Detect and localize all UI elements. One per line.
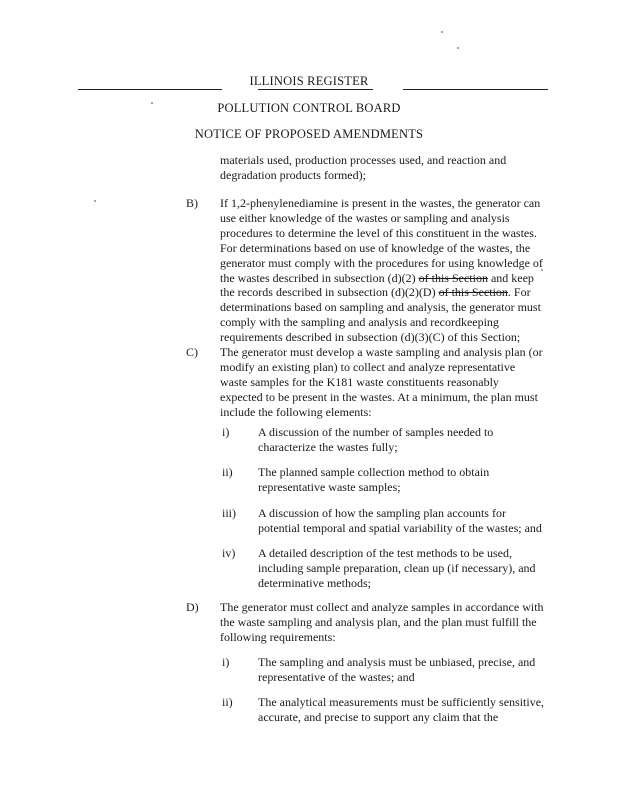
subitem-label: ii) <box>222 695 233 709</box>
register-title: ILLINOIS REGISTER <box>249 74 369 88</box>
item-b-label: B) <box>186 196 198 210</box>
scan-speck <box>457 47 459 49</box>
subitem-text: The analytical measurements must be sufficiently sensitive, accurate, and precise to support any claim that the <box>258 695 545 724</box>
item-d-text: The generator must collect and analyze samples in accordance with the waste sampling and analysis plan, and the plan must fulfill the following requirements: <box>220 600 544 644</box>
subitem-label: i) <box>222 655 230 669</box>
item-d-label: D) <box>186 600 199 614</box>
subitem-label: ii) <box>222 465 233 479</box>
item-b-text: If 1,2-phenylenediamine is present in the wastes, the generator can use either knowledge of the wastes or sampling and analysis procedures to determine the level of this constituent in the wastes. For determinations based on use of knowledge of the wastes, the generator must comply with the procedures for using knowledge of the wastes described in subsection (d)(2) of this Section and keep the records described in subsection (d)(2)(D) of this Section. For determinations based on sampling and analysis, the generator must comply with the sampling and analysis and recordkeeping requirements described in subsection (d)(3)(C) of this Section; <box>220 196 543 345</box>
header-rule <box>403 89 548 90</box>
struck-text: of this Section <box>418 270 488 285</box>
scan-speck <box>441 31 443 33</box>
item-c-label: C) <box>186 345 198 359</box>
struck-text: of this Section <box>438 285 508 300</box>
subitem-label: i) <box>222 425 230 439</box>
notice-heading: NOTICE OF PROPOSED AMENDMENTS <box>194 127 424 141</box>
header-rule <box>78 89 222 90</box>
item-c-text: The generator must develop a waste sampling and analysis plan (or modify an existing plan) to collect and analyze representative waste samples for the K181 waste constituents reasonably expected to be present in the wastes. At a minimum, the plan must include the following elements: <box>220 345 543 419</box>
subitem-text: The planned sample collection method to obtain representative waste samples; <box>258 465 490 494</box>
subitem-text: The sampling and analysis must be unbiased, precise, and representative of the wastes; and <box>258 655 536 684</box>
subitem-text: A discussion of how the sampling plan accounts for potential temporal and spatial variability of the wastes; and <box>258 506 542 535</box>
board-name: POLLUTION CONTROL BOARD <box>217 101 401 115</box>
subitem-text: A detailed description of the test methods to be used, including sample preparation, clean up (if necessary), and determinative methods; <box>258 546 536 590</box>
subitem-label: iv) <box>222 546 236 560</box>
subitem-text: A discussion of the number of samples needed to characterize the wastes fully; <box>258 425 494 454</box>
header-rule <box>258 89 373 90</box>
scan-speck <box>94 200 96 202</box>
intro-text: materials used, production processes used, and reaction and degradation products formed); <box>220 153 507 182</box>
subitem-label: iii) <box>222 506 236 520</box>
